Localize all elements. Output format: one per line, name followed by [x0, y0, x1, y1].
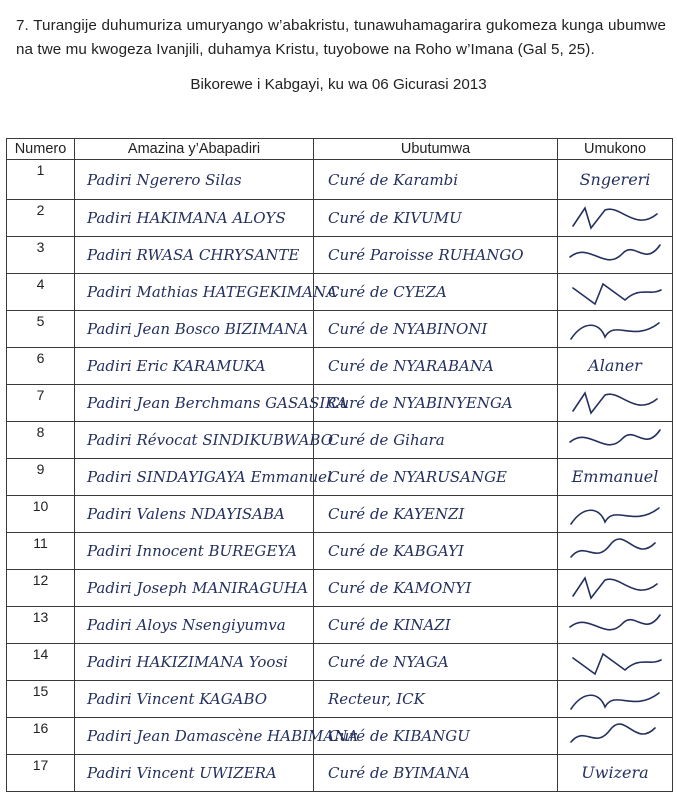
priest-name: Padiri Valens NDAYISABA [75, 496, 314, 533]
row-number: 8 [7, 422, 75, 459]
table-header-row [7, 139, 673, 160]
signature-scribble [565, 572, 665, 604]
table-row [7, 755, 673, 792]
priest-name: Padiri SINDAYIGAYA Emmanuel [75, 459, 314, 496]
mission-title: Curé de Gihara [314, 422, 558, 459]
signature-scribble [565, 683, 665, 715]
place-date: Bikorewe i Kabgayi, ku wa 06 Gicurasi 2013 [190, 76, 487, 93]
mission-title: Curé Paroisse RUHANGO [314, 237, 558, 274]
row-number: 10 [7, 496, 75, 533]
signature-cell [558, 200, 673, 237]
mission-title: Curé de NYABINYENGA [314, 385, 558, 422]
row-number: 4 [7, 274, 75, 311]
mission-title: Curé de BYIMANA [314, 755, 558, 792]
table-row [7, 718, 673, 755]
priest-name: Padiri Aloys Nsengiyumva [75, 607, 314, 644]
table-row [7, 533, 673, 570]
signature-text: Alaner [588, 356, 642, 375]
signature-scribble [565, 424, 665, 456]
priest-name: Padiri HAKIZIMANA Yoosi [75, 644, 314, 681]
signature-scribble [565, 387, 665, 419]
priest-name: Padiri HAKIMANA ALOYS [75, 200, 314, 237]
signature-table [6, 138, 673, 792]
row-number: 12 [7, 570, 75, 607]
row-number: 2 [7, 200, 75, 237]
row-number: 11 [7, 533, 75, 570]
signature-text: Sngereri [579, 169, 651, 189]
signature-text: Uwizera [581, 763, 649, 782]
table-row [7, 644, 673, 681]
table-row [7, 459, 673, 496]
signature-cell [558, 570, 673, 607]
signature-text: Emmanuel [571, 467, 659, 486]
table-row [7, 422, 673, 459]
priest-name: Padiri Eric KARAMUKA [75, 348, 314, 385]
priest-name: Padiri Mathias HATEGEKIMANA [75, 274, 314, 311]
priest-name: Padiri Jean Berchmans GASASIRA [75, 385, 314, 422]
priest-name: Padiri Jean Bosco BIZIMANA [75, 311, 314, 348]
priest-name: Padiri Joseph MANIRAGUHA [75, 570, 314, 607]
mission-title: Curé de CYEZA [314, 274, 558, 311]
mission-title: Curé de NYARUSANGE [314, 459, 558, 496]
mission-title: Curé de KINAZI [314, 607, 558, 644]
priest-name: Padiri Innocent BUREGEYA [75, 533, 314, 570]
mission-title: Recteur, ICK [314, 681, 558, 718]
row-number: 7 [7, 385, 75, 422]
table-row [7, 274, 673, 311]
mission-title: Curé de KAMONYI [314, 570, 558, 607]
row-number: 9 [7, 459, 75, 496]
signature-scribble [565, 646, 665, 678]
signature-cell [558, 607, 673, 644]
mission-title: Curé de KABGAYI [314, 533, 558, 570]
signature-scribble [565, 720, 665, 752]
signature-scribble [565, 313, 665, 345]
table-row [7, 496, 673, 533]
signature-cell [558, 496, 673, 533]
row-number: 6 [7, 348, 75, 385]
signature-cell [558, 718, 673, 755]
row-number: 15 [7, 681, 75, 718]
header-names: Amazina y’Abapadiri [75, 139, 314, 160]
signature-scribble [565, 276, 665, 308]
signature-cell [558, 274, 673, 311]
table-row [7, 160, 673, 200]
signature-cell [558, 755, 673, 792]
table-row [7, 607, 673, 644]
signature-cell [558, 422, 673, 459]
signature-scribble [565, 239, 665, 271]
signature-cell [558, 237, 673, 274]
signature-cell [558, 385, 673, 422]
table-row [7, 311, 673, 348]
row-number: 13 [7, 607, 75, 644]
signature-scribble [565, 535, 665, 567]
mission-title: Curé de NYABINONI [314, 311, 558, 348]
mission-title: Curé de KAYENZI [314, 496, 558, 533]
signature-cell [558, 311, 673, 348]
priest-name: Padiri Vincent KAGABO [75, 681, 314, 718]
mission-title: Curé de NYARABANA [314, 348, 558, 385]
row-number: 5 [7, 311, 75, 348]
signature-cell [558, 348, 673, 385]
header-numero: Numero [7, 139, 75, 160]
row-number: 17 [7, 755, 75, 792]
table-row [7, 385, 673, 422]
row-number: 3 [7, 237, 75, 274]
priest-name: Padiri Révocat SINDIKUBWABO [75, 422, 314, 459]
signature-scribble [565, 609, 665, 641]
header-mission: Ubutumwa [314, 139, 558, 160]
priest-name: Padiri Jean Damascène HABIMANA [75, 718, 314, 755]
header-signature: Umukono [558, 139, 673, 160]
row-number: 16 [7, 718, 75, 755]
mission-title: Curé de KIBANGU [314, 718, 558, 755]
table-row [7, 200, 673, 237]
row-number: 1 [7, 160, 75, 200]
mission-title: Curé de NYAGA [314, 644, 558, 681]
table-body [7, 160, 673, 792]
table-row [7, 237, 673, 274]
signature-cell [558, 644, 673, 681]
intro-paragraph: 7. Turangije duhumuriza umuryango w’abakristu, tunawuhamagarira gukomeza kunga ubumwe na twe mu kwogeza Ivanjili, duhamya Kristu, tuyobowe na Roho w’Imana (Gal 5, 25). [16, 17, 666, 58]
signature-cell [558, 459, 673, 496]
signature-cell [558, 681, 673, 718]
mission-title: Curé de Karambi [314, 160, 558, 200]
table-row [7, 348, 673, 385]
table-row [7, 681, 673, 718]
signature-scribble [565, 202, 665, 234]
priest-name: Padiri Vincent UWIZERA [75, 755, 314, 792]
priest-name: Padiri Ngerero Silas [75, 160, 314, 200]
row-number: 14 [7, 644, 75, 681]
signature-scribble [565, 498, 665, 530]
table-row [7, 570, 673, 607]
signature-cell [558, 160, 673, 200]
mission-title: Curé de KIVUMU [314, 200, 558, 237]
priest-name: Padiri RWASA CHRYSANTE [75, 237, 314, 274]
signature-cell [558, 533, 673, 570]
